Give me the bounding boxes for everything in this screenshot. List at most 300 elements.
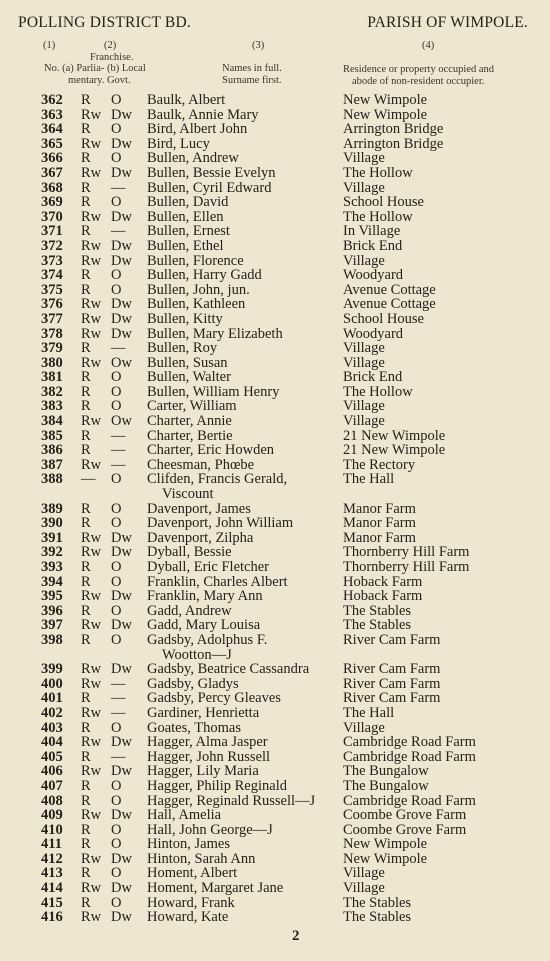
elector-row xyxy=(0,151,550,166)
elector-name-cell xyxy=(147,399,337,414)
elector-residence: Village xyxy=(343,865,385,882)
elector-number: 409 xyxy=(41,807,63,824)
names-subheader: Surname first. xyxy=(222,75,282,86)
parliamentary-franchise: R xyxy=(81,865,91,882)
parliamentary-franchise: Rw xyxy=(81,252,102,269)
elector-row xyxy=(0,458,550,473)
residence-subheader: abode of non-resident occupier. xyxy=(352,76,485,87)
elector-name-continued: Viscount xyxy=(162,486,214,503)
parliamentary-franchise: R xyxy=(81,777,91,794)
elector-name: Bullen, Walter xyxy=(147,369,231,386)
local-govt-franchise: O xyxy=(111,383,122,400)
elector-name-cell xyxy=(147,356,337,371)
elector-name-continued: Wootton—J xyxy=(162,646,232,663)
polling-district-heading: POLLING DISTRICT BD. xyxy=(18,14,191,31)
elector-number: 394 xyxy=(41,573,63,590)
parliamentary-franchise: Rw xyxy=(81,734,102,751)
elector-name-cell xyxy=(147,166,337,181)
elector-number: 401 xyxy=(41,690,63,707)
local-govt-franchise: Dw xyxy=(111,734,132,751)
elector-name-cell xyxy=(147,721,337,736)
elector-number: 390 xyxy=(41,515,63,532)
elector-row xyxy=(0,429,550,444)
elector-residence: Village xyxy=(343,150,385,167)
elector-name: Clifden, Francis Gerald, xyxy=(147,471,288,488)
elector-name-cell xyxy=(147,618,337,633)
elector-number: 413 xyxy=(41,865,63,882)
elector-name: Bullen, Ernest xyxy=(147,223,230,240)
elector-residence: Woodyard xyxy=(343,325,404,342)
parliamentary-franchise: Rw xyxy=(81,529,102,546)
elector-name: Davenport, John William xyxy=(147,515,294,532)
elector-name-cell xyxy=(147,122,337,137)
elector-number: 404 xyxy=(41,734,63,751)
elector-row xyxy=(0,794,550,809)
elector-name-cell xyxy=(147,633,337,662)
elector-name: Franklin, Charles Albert xyxy=(147,573,288,590)
elector-name: Bullen, Mary Elizabeth xyxy=(147,325,283,342)
elector-name: Bullen, Bessie Evelyn xyxy=(147,164,276,181)
elector-number: 395 xyxy=(41,588,63,605)
elector-residence: Manor Farm xyxy=(343,529,416,546)
elector-name: Gadsby, Percy Gleaves xyxy=(147,690,281,707)
parliamentary-franchise: R xyxy=(81,836,91,853)
elector-number: 375 xyxy=(41,281,63,298)
elector-number: 380 xyxy=(41,354,63,371)
elector-number: 393 xyxy=(41,559,63,575)
local-govt-franchise: O xyxy=(111,865,122,882)
elector-name-cell xyxy=(147,385,337,400)
parliamentary-franchise: Rw xyxy=(81,880,102,897)
elector-row xyxy=(0,356,550,371)
local-govt-franchise: — xyxy=(111,179,126,196)
elector-name-cell xyxy=(147,283,337,298)
elector-row xyxy=(0,210,550,225)
elector-name: Hagger, Reginald Russell—J xyxy=(147,792,316,809)
local-govt-franchise: — xyxy=(111,340,126,357)
local-govt-franchise: O xyxy=(111,471,122,488)
elector-residence: Village xyxy=(343,179,385,196)
column-number-4: (4) xyxy=(422,40,435,51)
elector-name: Charter, Bertie xyxy=(147,427,233,444)
elector-name: Bullen, Kathleen xyxy=(147,296,246,313)
elector-row xyxy=(0,735,550,750)
elector-name-cell xyxy=(147,677,337,692)
elector-name: Hagger, Philip Reginald xyxy=(147,777,287,794)
elector-name: Gadsby, Adolphus F. xyxy=(147,631,268,648)
local-govt-franchise: O xyxy=(111,194,122,211)
elector-number: 392 xyxy=(41,544,63,561)
elector-residence: The Bungalow xyxy=(343,777,429,794)
elector-number: 408 xyxy=(41,792,63,809)
elector-residence: Arrington Bridge xyxy=(343,135,444,152)
elector-number: 372 xyxy=(41,237,63,254)
elector-name-cell xyxy=(147,443,337,458)
elector-number: 370 xyxy=(41,208,63,225)
elector-residence: Thornberry Hill Farm xyxy=(343,544,470,561)
elector-row xyxy=(0,852,550,867)
parliamentary-franchise: Rw xyxy=(81,544,102,561)
elector-name-cell xyxy=(147,268,337,283)
local-govt-franchise: Dw xyxy=(111,164,132,181)
local-govt-franchise: Dw xyxy=(111,325,132,342)
franchise-header: Franchise. xyxy=(90,52,134,63)
elector-residence: The Hollow xyxy=(343,164,413,181)
parliamentary-franchise: Rw xyxy=(81,807,102,824)
elector-residence: River Cam Farm xyxy=(343,631,441,648)
local-govt-franchise: Dw xyxy=(111,544,132,561)
local-govt-franchise: Dw xyxy=(111,208,132,225)
elector-name: Dyball, Eric Fletcher xyxy=(147,559,269,575)
elector-name: Charter, Annie xyxy=(147,413,232,430)
elector-number: 368 xyxy=(41,179,63,196)
local-govt-franchise: Dw xyxy=(111,880,132,897)
elector-name-cell xyxy=(147,750,337,765)
elector-name: Bullen, Susan xyxy=(147,354,228,371)
elector-row xyxy=(0,910,550,925)
elector-name: Bullen, Kitty xyxy=(147,310,223,327)
elector-name-cell xyxy=(147,181,337,196)
elector-row xyxy=(0,239,550,254)
parliamentary-franchise: R xyxy=(81,179,91,196)
local-govt-franchise: O xyxy=(111,281,122,298)
elector-residence: Manor Farm xyxy=(343,500,416,517)
elector-name-cell xyxy=(147,239,337,254)
elector-row xyxy=(0,108,550,123)
local-govt-franchise: O xyxy=(111,836,122,853)
elector-number: 362 xyxy=(41,92,63,108)
elector-name-cell xyxy=(147,735,337,750)
elector-residence: Hoback Farm xyxy=(343,573,423,590)
elector-name-cell xyxy=(147,604,337,619)
elector-row xyxy=(0,764,550,779)
local-govt-franchise: Dw xyxy=(111,237,132,254)
elector-name-cell xyxy=(147,808,337,823)
elector-number: 406 xyxy=(41,763,63,780)
elector-name-cell xyxy=(147,108,337,123)
residence-header: Residence or property occupied and xyxy=(343,64,495,75)
elector-name: Baulk, Albert xyxy=(147,92,226,108)
elector-number: 399 xyxy=(41,661,63,678)
elector-number: 400 xyxy=(41,675,63,692)
elector-name: Bullen, John, jun. xyxy=(147,281,250,298)
elector-name-cell xyxy=(147,764,337,779)
elector-number: 405 xyxy=(41,748,63,765)
elector-name-cell xyxy=(147,458,337,473)
elector-name: Davenport, Zilpha xyxy=(147,529,254,546)
elector-name: Hagger, John Russell xyxy=(147,748,271,765)
elector-row xyxy=(0,604,550,619)
elector-residence: The Bungalow xyxy=(343,763,429,780)
local-govt-franchise: — xyxy=(111,427,126,444)
elector-number: 398 xyxy=(41,631,63,648)
parliamentary-franchise: Rw xyxy=(81,164,102,181)
elector-name: Gadd, Mary Louisa xyxy=(147,617,261,634)
elector-name-cell xyxy=(147,370,337,385)
elector-name: Bird, Albert John xyxy=(147,121,248,138)
elector-row xyxy=(0,297,550,312)
elector-number: 396 xyxy=(41,602,63,619)
local-govt-franchise: O xyxy=(111,515,122,532)
local-govt-franchise: — xyxy=(111,442,126,459)
elector-row xyxy=(0,502,550,517)
elector-name: Homent, Margaret Jane xyxy=(147,880,284,897)
elector-number: 411 xyxy=(41,836,62,853)
elector-number: 388 xyxy=(41,471,63,488)
elector-number: 379 xyxy=(41,340,63,357)
parliamentary-franchise: R xyxy=(81,398,91,415)
elector-residence: Village xyxy=(343,413,385,430)
elector-name: Baulk, Annie Mary xyxy=(147,106,259,123)
elector-name-cell xyxy=(147,312,337,327)
elector-name: Gadsby, Gladys xyxy=(147,675,239,692)
elector-name: Hinton, James xyxy=(147,836,230,853)
parliamentary-franchise: Rw xyxy=(81,850,102,867)
local-govt-franchise: Ow xyxy=(111,413,132,430)
elector-residence: Cambridge Road Farm xyxy=(343,792,476,809)
elector-row xyxy=(0,560,550,575)
elector-number: 378 xyxy=(41,325,63,342)
elector-name-cell xyxy=(147,794,337,809)
local-govt-franchise: — xyxy=(111,223,126,240)
local-govt-franchise: Dw xyxy=(111,529,132,546)
elector-residence: Cambridge Road Farm xyxy=(343,734,476,751)
elector-row xyxy=(0,268,550,283)
elector-number: 369 xyxy=(41,194,63,211)
elector-row xyxy=(0,443,550,458)
elector-name-cell xyxy=(147,137,337,152)
elector-row xyxy=(0,779,550,794)
elector-name-cell xyxy=(147,210,337,225)
elector-residence: School House xyxy=(343,310,424,327)
elector-number: 385 xyxy=(41,427,63,444)
elector-name-cell xyxy=(147,852,337,867)
elector-name: Bullen, Cyril Edward xyxy=(147,179,272,196)
elector-name-cell xyxy=(147,575,337,590)
elector-residence: The Hollow xyxy=(343,208,413,225)
local-govt-franchise: O xyxy=(111,631,122,648)
elector-row xyxy=(0,472,550,501)
local-govt-franchise: O xyxy=(111,369,122,386)
elector-residence: Manor Farm xyxy=(343,515,416,532)
local-govt-franchise: O xyxy=(111,894,122,911)
elector-number: 407 xyxy=(41,777,63,794)
parliamentary-franchise: — xyxy=(81,471,96,488)
elector-name: Charter, Eric Howden xyxy=(147,442,275,459)
elector-name: Gadd, Andrew xyxy=(147,602,232,619)
franchise-subheader: No. (a) Parlia- (b) Local xyxy=(44,63,146,74)
parliamentary-franchise: R xyxy=(81,559,91,575)
local-govt-franchise: Dw xyxy=(111,296,132,313)
elector-number: 382 xyxy=(41,383,63,400)
elector-name: Cheesman, Phœbe xyxy=(147,456,255,473)
parliamentary-franchise: R xyxy=(81,194,91,211)
parliamentary-franchise: R xyxy=(81,719,91,736)
local-govt-franchise: — xyxy=(111,748,126,765)
elector-row xyxy=(0,224,550,239)
local-govt-franchise: O xyxy=(111,573,122,590)
elector-number: 377 xyxy=(41,310,63,327)
elector-residence: The Hollow xyxy=(343,383,413,400)
parliamentary-franchise: R xyxy=(81,690,91,707)
elector-name-cell xyxy=(147,662,337,677)
local-govt-franchise: — xyxy=(111,456,126,473)
parish-heading: PARISH OF WIMPOLE. xyxy=(367,14,528,31)
elector-number: 415 xyxy=(41,894,63,911)
elector-residence: Thornberry Hill Farm xyxy=(343,559,470,575)
parliamentary-franchise: Rw xyxy=(81,354,102,371)
elector-row xyxy=(0,399,550,414)
column-number-3: (3) xyxy=(252,40,265,51)
local-govt-franchise: O xyxy=(111,559,122,575)
elector-residence: Avenue Cottage xyxy=(343,281,436,298)
local-govt-franchise: Dw xyxy=(111,252,132,269)
parliamentary-franchise: R xyxy=(81,383,91,400)
elector-row xyxy=(0,618,550,633)
elector-name: Davenport, James xyxy=(147,500,251,517)
parliamentary-franchise: Rw xyxy=(81,617,102,634)
elector-name: Bullen, Roy xyxy=(147,340,218,357)
franchise-subheader-2: mentary. Govt. xyxy=(68,75,131,86)
elector-row xyxy=(0,677,550,692)
elector-name-cell xyxy=(147,224,337,239)
local-govt-franchise: Dw xyxy=(111,588,132,605)
elector-residence: 21 New Wimpole xyxy=(343,442,446,459)
elector-residence: Avenue Cottage xyxy=(343,296,436,313)
elector-number: 365 xyxy=(41,135,63,152)
column-number-1: (1) xyxy=(43,40,56,51)
elector-name-cell xyxy=(147,866,337,881)
local-govt-franchise: Dw xyxy=(111,763,132,780)
elector-name-cell xyxy=(147,414,337,429)
elector-residence: New Wimpole xyxy=(343,850,428,867)
elector-name-cell xyxy=(147,560,337,575)
elector-name-cell xyxy=(147,531,337,546)
elector-row xyxy=(0,370,550,385)
local-govt-franchise: Dw xyxy=(111,909,132,926)
elector-name-cell xyxy=(147,706,337,721)
elector-name: Carter, William xyxy=(147,398,237,415)
local-govt-franchise: — xyxy=(111,675,126,692)
elector-residence: The Stables xyxy=(343,617,412,634)
local-govt-franchise: O xyxy=(111,777,122,794)
elector-name-cell xyxy=(147,195,337,210)
elector-row xyxy=(0,531,550,546)
elector-residence: New Wimpole xyxy=(343,106,428,123)
elector-row xyxy=(0,195,550,210)
parliamentary-franchise: R xyxy=(81,515,91,532)
elector-row xyxy=(0,341,550,356)
parliamentary-franchise: R xyxy=(81,631,91,648)
parliamentary-franchise: R xyxy=(81,281,91,298)
elector-residence: Village xyxy=(343,252,385,269)
parliamentary-franchise: R xyxy=(81,92,91,108)
elector-row xyxy=(0,93,550,108)
elector-name-cell xyxy=(147,516,337,531)
elector-number: 412 xyxy=(41,850,63,867)
elector-number: 366 xyxy=(41,150,63,167)
elector-residence: Coombe Grove Farm xyxy=(343,807,467,824)
elector-row xyxy=(0,516,550,531)
elector-name: Howard, Kate xyxy=(147,909,229,926)
elector-name-cell xyxy=(147,429,337,444)
elector-row xyxy=(0,691,550,706)
parliamentary-franchise: R xyxy=(81,500,91,517)
elector-number: 371 xyxy=(41,223,63,240)
parliamentary-franchise: R xyxy=(81,748,91,765)
parliamentary-franchise: R xyxy=(81,267,91,284)
elector-name-cell xyxy=(147,254,337,269)
parliamentary-franchise: Rw xyxy=(81,588,102,605)
elector-number: 402 xyxy=(41,704,63,721)
elector-name-cell xyxy=(147,502,337,517)
local-govt-franchise: O xyxy=(111,267,122,284)
parliamentary-franchise: R xyxy=(81,150,91,167)
local-govt-franchise: Dw xyxy=(111,310,132,327)
elector-name-cell xyxy=(147,589,337,604)
parliamentary-franchise: R xyxy=(81,821,91,838)
elector-name: Franklin, Mary Ann xyxy=(147,588,263,605)
parliamentary-franchise: R xyxy=(81,427,91,444)
elector-residence: Cambridge Road Farm xyxy=(343,748,476,765)
local-govt-franchise: Dw xyxy=(111,850,132,867)
elector-residence: Village xyxy=(343,340,385,357)
elector-residence: The Hall xyxy=(343,704,395,721)
elector-name: Howard, Frank xyxy=(147,894,235,911)
elector-residence: School House xyxy=(343,194,424,211)
names-header: Names in full. xyxy=(222,63,282,74)
elector-name: Hinton, Sarah Ann xyxy=(147,850,256,867)
elector-name-cell xyxy=(147,545,337,560)
elector-name: Bird, Lucy xyxy=(147,135,210,152)
elector-number: 386 xyxy=(41,442,63,459)
local-govt-franchise: — xyxy=(111,690,126,707)
elector-name: Bullen, Harry Gadd xyxy=(147,267,262,284)
elector-number: 384 xyxy=(41,413,63,430)
local-govt-franchise: O xyxy=(111,150,122,167)
elector-residence: Village xyxy=(343,719,385,736)
elector-name-cell xyxy=(147,691,337,706)
elector-residence: Arrington Bridge xyxy=(343,121,444,138)
parliamentary-franchise: R xyxy=(81,223,91,240)
elector-name: Hall, Amelia xyxy=(147,807,222,824)
elector-number: 374 xyxy=(41,267,63,284)
elector-name: Bullen, Ellen xyxy=(147,208,224,225)
elector-row xyxy=(0,166,550,181)
parliamentary-franchise: Rw xyxy=(81,310,102,327)
parliamentary-franchise: Rw xyxy=(81,106,102,123)
elector-row xyxy=(0,896,550,911)
elector-residence: The Rectory xyxy=(343,456,416,473)
elector-name: Bullen, David xyxy=(147,194,229,211)
elector-row xyxy=(0,414,550,429)
elector-number: 376 xyxy=(41,296,63,313)
elector-name-cell xyxy=(147,837,337,852)
parliamentary-franchise: Rw xyxy=(81,704,102,721)
elector-row xyxy=(0,575,550,590)
local-govt-franchise: O xyxy=(111,821,122,838)
local-govt-franchise: O xyxy=(111,719,122,736)
elector-number: 381 xyxy=(41,369,63,386)
parliamentary-franchise: Rw xyxy=(81,237,102,254)
elector-row xyxy=(0,327,550,342)
elector-name: Bullen, Ethel xyxy=(147,237,224,254)
elector-number: 363 xyxy=(41,106,63,123)
local-govt-franchise: O xyxy=(111,602,122,619)
elector-row xyxy=(0,866,550,881)
elector-number: 387 xyxy=(41,456,63,473)
elector-row xyxy=(0,881,550,896)
